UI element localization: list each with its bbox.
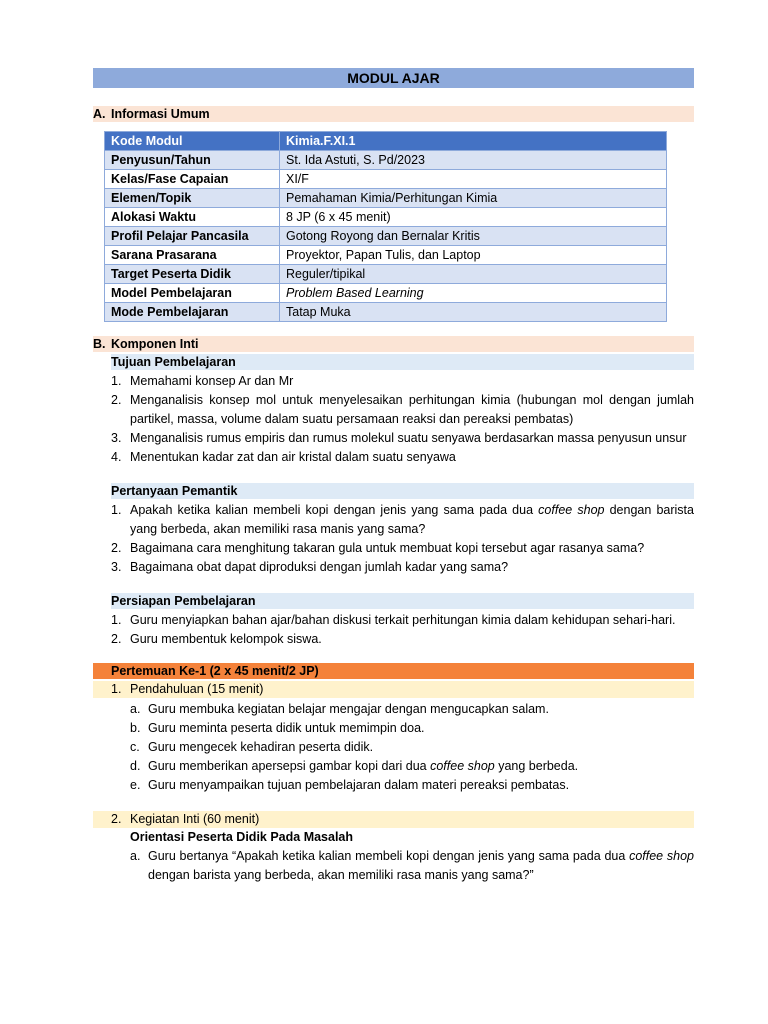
table-key: Sarana Prasarana <box>105 246 280 265</box>
list-item: a. Guru bertanya “Apakah ketika kalian membeli kopi dengan jenis yang sama pada dua coffee shop dengan barista yang berbeda, akan memiliki rasa manis yang sama?” <box>130 849 694 882</box>
list-item: 1. Apakah ketika kalian membeli kopi dengan jenis yang sama pada dua coffee shop dengan barista yang berbeda, akan memiliki rasa manis yang sama? <box>111 503 694 536</box>
list-item: 3. Bagaimana obat dapat diproduksi dengan jumlah kadar yang sama? <box>111 560 509 574</box>
list-item: 1. Memahami konsep Ar dan Mr <box>111 374 294 388</box>
inti-subheading: Orientasi Peserta Didik Pada Masalah <box>130 830 354 844</box>
table-key: Kelas/Fase Capaian <box>105 170 280 189</box>
table-key: Alokasi Waktu <box>105 208 280 227</box>
table-value: Tatap Muka <box>280 303 667 322</box>
table-value: Pemahaman Kimia/Perhitungan Kimia <box>280 189 667 208</box>
list-item: c. Guru mengecek kehadiran peserta didik. <box>130 740 374 754</box>
table-value: St. Ida Astuti, S. Pd/2023 <box>280 151 667 170</box>
table-key: Penyusun/Tahun <box>105 151 280 170</box>
info-table <box>104 131 667 322</box>
table-value: Gotong Royong dan Bernalar Kritis <box>280 227 667 246</box>
list-item: 2. Guru membentuk kelompok siswa. <box>111 632 322 646</box>
pemantik-heading: Pertanyaan Pemantik <box>111 483 694 499</box>
table-row <box>105 246 667 265</box>
table-value: Kimia.F.XI.1 <box>280 132 667 151</box>
list-item: 3. Menganalisis rumus empiris dan rumus molekul suatu senyawa berdasarkan massa penyusun unsur <box>111 431 687 445</box>
table-row <box>105 132 667 151</box>
tujuan-list <box>93 372 694 467</box>
document-title: MODUL AJAR <box>93 68 694 88</box>
section-b-letter: B. <box>93 337 106 351</box>
table-value: Proyektor, Papan Tulis, dan Laptop <box>280 246 667 265</box>
persiapan-list <box>93 611 694 649</box>
table-row <box>105 189 667 208</box>
table-row <box>105 170 667 189</box>
table-key: Profil Pelajar Pancasila <box>105 227 280 246</box>
persiapan-heading: Persiapan Pembelajaran <box>111 593 694 609</box>
section-a-heading <box>93 106 694 122</box>
inti-heading: 2. Kegiatan Inti (60 menit) <box>93 811 694 828</box>
pendahuluan-list <box>93 700 694 795</box>
table-row <box>105 208 667 227</box>
list-item: 2. Bagaimana cara menghitung takaran gula untuk membuat kopi tersebut agar rasanya sama? <box>111 541 645 555</box>
tujuan-heading: Tujuan Pembelajaran <box>111 354 694 370</box>
table-row <box>105 265 667 284</box>
pendahuluan-heading: 1. Pendahuluan (15 menit) <box>93 681 694 698</box>
table-row <box>105 284 667 303</box>
list-item: 4. Menentukan kadar zat dan air kristal dalam suatu senyawa <box>111 450 456 464</box>
table-row <box>105 303 667 322</box>
table-value-italic: Problem Based Learning <box>286 286 424 300</box>
table-row <box>105 227 667 246</box>
list-item: a. Guru membuka kegiatan belajar mengajar dengan mengucapkan salam. <box>130 702 549 716</box>
section-b-heading <box>93 336 694 352</box>
pertemuan-heading: Pertemuan Ke-1 (2 x 45 menit/2 JP) <box>93 663 694 679</box>
list-item: 1. Guru menyiapkan bahan ajar/bahan diskusi terkait perhitungan kimia dalam kehidupan sehari-hari. <box>111 613 676 627</box>
table-key: Target Peserta Didik <box>105 265 280 284</box>
table-key: Mode Pembelajaran <box>105 303 280 322</box>
table-value <box>280 284 667 303</box>
list-item: b. Guru meminta peserta didik untuk memimpin doa. <box>130 721 425 735</box>
table-value: XI/F <box>280 170 667 189</box>
table-value: 8 JP (6 x 45 menit) <box>280 208 667 227</box>
list-item: 2. Menganalisis konsep mol untuk menyelesaikan perhitungan kimia (hubungan mol dengan jumlah partikel, massa, volume dalam suatu persamaan reaksi dan pereaksi pembatas) <box>111 393 694 426</box>
table-value: Reguler/tipikal <box>280 265 667 284</box>
table-key: Kode Modul <box>105 132 280 151</box>
section-a-label: Informasi Umum <box>111 107 210 121</box>
pemantik-list <box>93 501 694 577</box>
inti-list <box>93 847 694 885</box>
section-b-label: Komponen Inti <box>111 337 199 351</box>
document-page <box>93 68 694 885</box>
table-key: Model Pembelajaran <box>105 284 280 303</box>
list-item: d. Guru memberikan apersepsi gambar kopi dari dua coffee shop yang berbeda. <box>130 759 579 773</box>
table-row <box>105 151 667 170</box>
section-a-letter: A. <box>93 107 106 121</box>
list-item: e. Guru menyampaikan tujuan pembelajaran dalam materi pereaksi pembatas. <box>130 778 570 792</box>
table-key: Elemen/Topik <box>105 189 280 208</box>
